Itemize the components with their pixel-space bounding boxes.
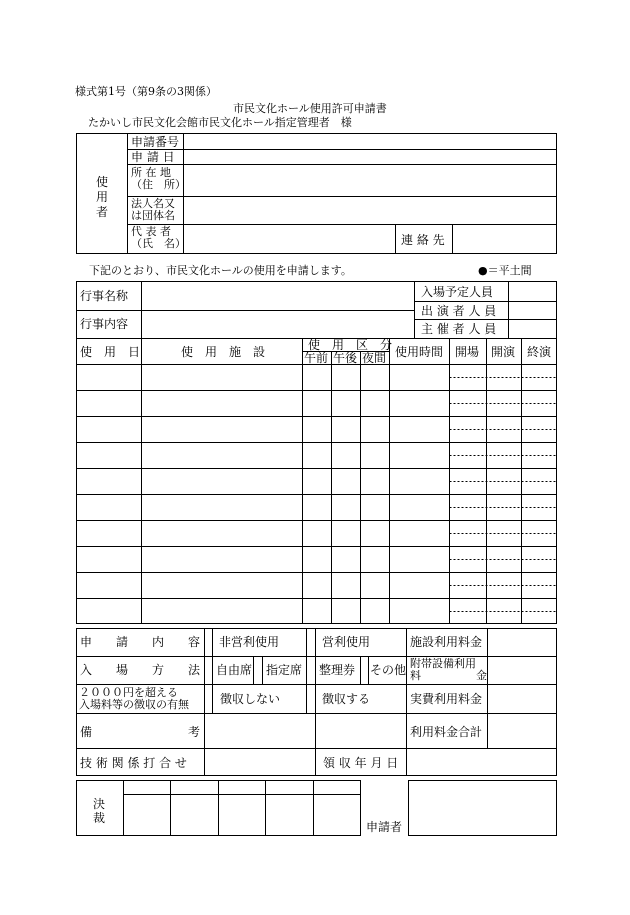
legend-flat-floor: ●＝平土間 bbox=[478, 264, 532, 277]
option-reserved-seat: 指定席 bbox=[266, 663, 303, 677]
option-non-profit: 非営利使用 bbox=[219, 635, 280, 649]
label-remarks-char1: 備 bbox=[80, 725, 93, 739]
label-equipment-fee-line1: 附帯設備利用 bbox=[410, 657, 476, 670]
col-doors-open: 開場 bbox=[455, 345, 480, 359]
label-receipt-date: 領 収 年 月 日 bbox=[323, 756, 399, 770]
label-address-line2: （住 所） bbox=[131, 178, 186, 191]
label-applicant-seal: 申請者 bbox=[366, 820, 403, 834]
label-total-fee: 利用料金合計 bbox=[410, 725, 483, 739]
col-night: 夜間 bbox=[362, 351, 387, 365]
option-free-seat: 自由席 bbox=[216, 663, 253, 677]
label-event-content: 行事内容 bbox=[80, 317, 129, 331]
label-contact: 連 絡 先 bbox=[401, 233, 445, 247]
option-no-collect: 徴収しない bbox=[220, 692, 281, 706]
col-usage-date: 使 用 日 bbox=[80, 345, 141, 359]
label-decision-char2: 裁 bbox=[93, 811, 106, 825]
label-app-number: 申請番号 bbox=[131, 135, 180, 149]
form-number: 様式第1号（第9条の3関係） bbox=[75, 85, 217, 98]
label-corp-line2: は団体名 bbox=[131, 209, 175, 222]
label-address bbox=[131, 167, 186, 191]
col-show-end: 終演 bbox=[527, 345, 552, 359]
col-show-start: 開演 bbox=[491, 345, 516, 359]
label-event-name: 行事名称 bbox=[80, 289, 129, 303]
col-am: 午前 bbox=[304, 351, 329, 365]
col-pm: 午後 bbox=[333, 351, 358, 365]
label-tech-meeting: 技 術 関 係 打 合 せ bbox=[80, 756, 187, 770]
label-corp-line1: 法人名又 bbox=[131, 197, 175, 210]
notice-text: 下記のとおり、市民文化ホールの使用を申請します。 bbox=[89, 264, 352, 277]
label-actual-fee: 実費利用料金 bbox=[410, 692, 483, 706]
option-numbered-ticket: 整理券 bbox=[319, 663, 356, 677]
addressee: たかいし市民文化会館市民文化ホール指定管理者 様 bbox=[88, 116, 352, 129]
label-application-content: 申 請 内 容 bbox=[80, 635, 201, 649]
label-fee-over-line1: ２０００円を超える bbox=[79, 686, 178, 699]
label-address-line1: 所 在 地 bbox=[131, 166, 171, 179]
form-title: 市民文化ホール使用許可申請書 bbox=[233, 102, 387, 115]
col-division: 使 用 区 分 bbox=[308, 338, 393, 352]
label-performers: 出 演 者 人 員 bbox=[421, 304, 497, 318]
col-facility: 使 用 施 設 bbox=[181, 345, 266, 359]
label-representative bbox=[131, 226, 186, 250]
label-decision-char1: 決 bbox=[93, 797, 106, 811]
label-organizers: 主 催 者 人 員 bbox=[421, 322, 497, 336]
label-expected-attendance: 入場予定人員 bbox=[421, 285, 494, 299]
option-collect: 徴収する bbox=[322, 692, 371, 706]
label-fee-over-line2: 入場料等の徴収の有無 bbox=[79, 698, 189, 711]
label-rep-line2: （氏 名） bbox=[131, 237, 186, 250]
label-fee-over-2000 bbox=[79, 687, 189, 711]
label-facility-fee: 施設利用料金 bbox=[410, 635, 483, 649]
label-remarks-char2: 考 bbox=[188, 725, 201, 739]
label-entry-method: 入 場 方 法 bbox=[80, 663, 201, 677]
label-corporation bbox=[131, 198, 175, 222]
label-rep-line1: 代 表 者 bbox=[131, 225, 171, 238]
label-app-date: 申 請 日 bbox=[131, 150, 175, 164]
col-usage-time: 使用時間 bbox=[395, 345, 444, 359]
option-profit: 営利使用 bbox=[322, 635, 371, 649]
applicant-group-label: 使用者 bbox=[95, 175, 108, 219]
label-equipment-fee-line2: 料 金 bbox=[410, 669, 487, 682]
option-other: その他 bbox=[370, 663, 407, 677]
label-equipment-fee bbox=[410, 658, 487, 682]
